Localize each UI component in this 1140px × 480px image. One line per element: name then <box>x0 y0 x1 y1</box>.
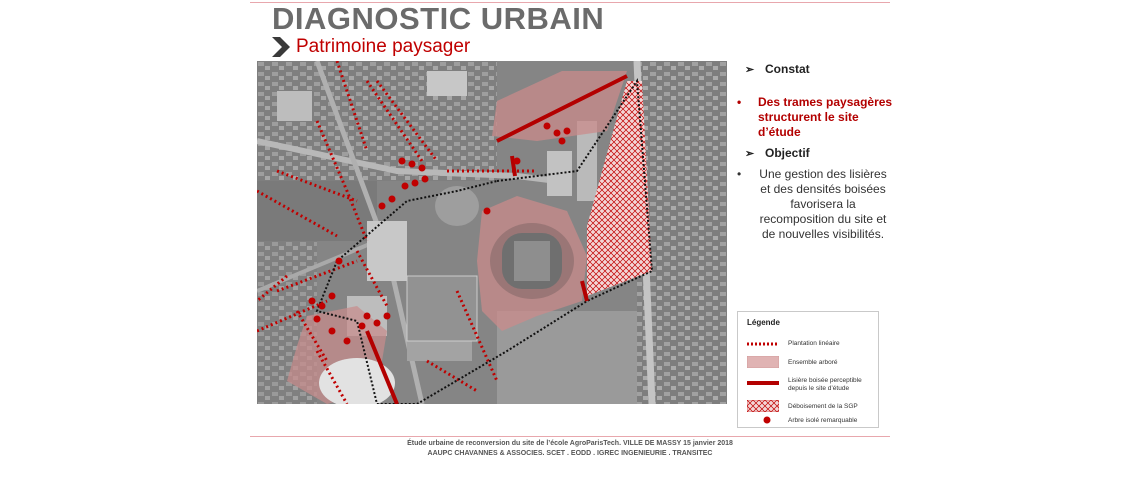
legend-item-linear-planting <box>738 337 878 351</box>
legend-item-grove <box>738 356 878 370</box>
bottom-rule <box>250 436 890 437</box>
objectif-bullet <box>737 167 897 242</box>
aerial-map <box>257 61 727 404</box>
dotted-line-symbol <box>747 339 779 349</box>
legend-label: Lisière boisée perceptible depuis le site d’étude <box>788 377 862 392</box>
bullet-dot-icon: • <box>737 167 742 181</box>
constat-bullet <box>737 95 897 140</box>
hatch-symbol <box>747 400 779 412</box>
legend-label: Arbre isolé remarquable <box>788 417 858 424</box>
map-legend <box>737 311 879 428</box>
arrowhead-bullet-icon: ➢ <box>745 63 755 76</box>
constat-label: Constat <box>765 62 810 76</box>
objectif-label: Objectif <box>765 146 810 160</box>
grove-fill-symbol <box>747 356 779 368</box>
constat-text: Des trames paysagères structurent le site d’étude <box>758 95 893 139</box>
legend-label: Déboisement de la SGP <box>788 403 858 410</box>
legend-label: Ensemble arboré <box>788 359 838 366</box>
tree-dot-symbol <box>747 415 779 425</box>
constat-heading <box>745 62 810 76</box>
solid-line-symbol <box>747 378 779 388</box>
footer <box>250 439 890 459</box>
page-subtitle: Patrimoine paysager <box>296 36 471 57</box>
legend-item-wooded-edge <box>738 376 878 396</box>
legend-item-deforestation <box>738 400 878 414</box>
footer-line-1: Étude urbaine de reconversion du site de l’école AgroParisTech. VILLE DE MASSY 15 janvier 2018 <box>407 440 733 447</box>
objectif-heading <box>745 146 810 160</box>
chevron-right-icon <box>272 37 290 57</box>
subtitle-row <box>272 36 470 58</box>
arrowhead-bullet-icon: ➢ <box>745 147 755 160</box>
aerial-map-drawing <box>257 61 727 404</box>
objectif-text: Une gestion des lisières et des densités boisées favorisera la recomposition du site et de nouvelles visibilités. <box>759 167 887 241</box>
legend-item-remarkable-tree <box>738 414 878 428</box>
footer-line-2: AAUPC CHAVANNES & ASSOCIES. SCET . EODD . IGREC INGENIEURIE . TRANSITEC <box>427 450 713 457</box>
legend-label: Plantation linéaire <box>788 340 840 347</box>
bullet-dot-icon: • <box>737 95 742 109</box>
page-title: DIAGNOSTIC URBAIN <box>272 1 605 36</box>
legend-title: Légende <box>747 318 780 327</box>
